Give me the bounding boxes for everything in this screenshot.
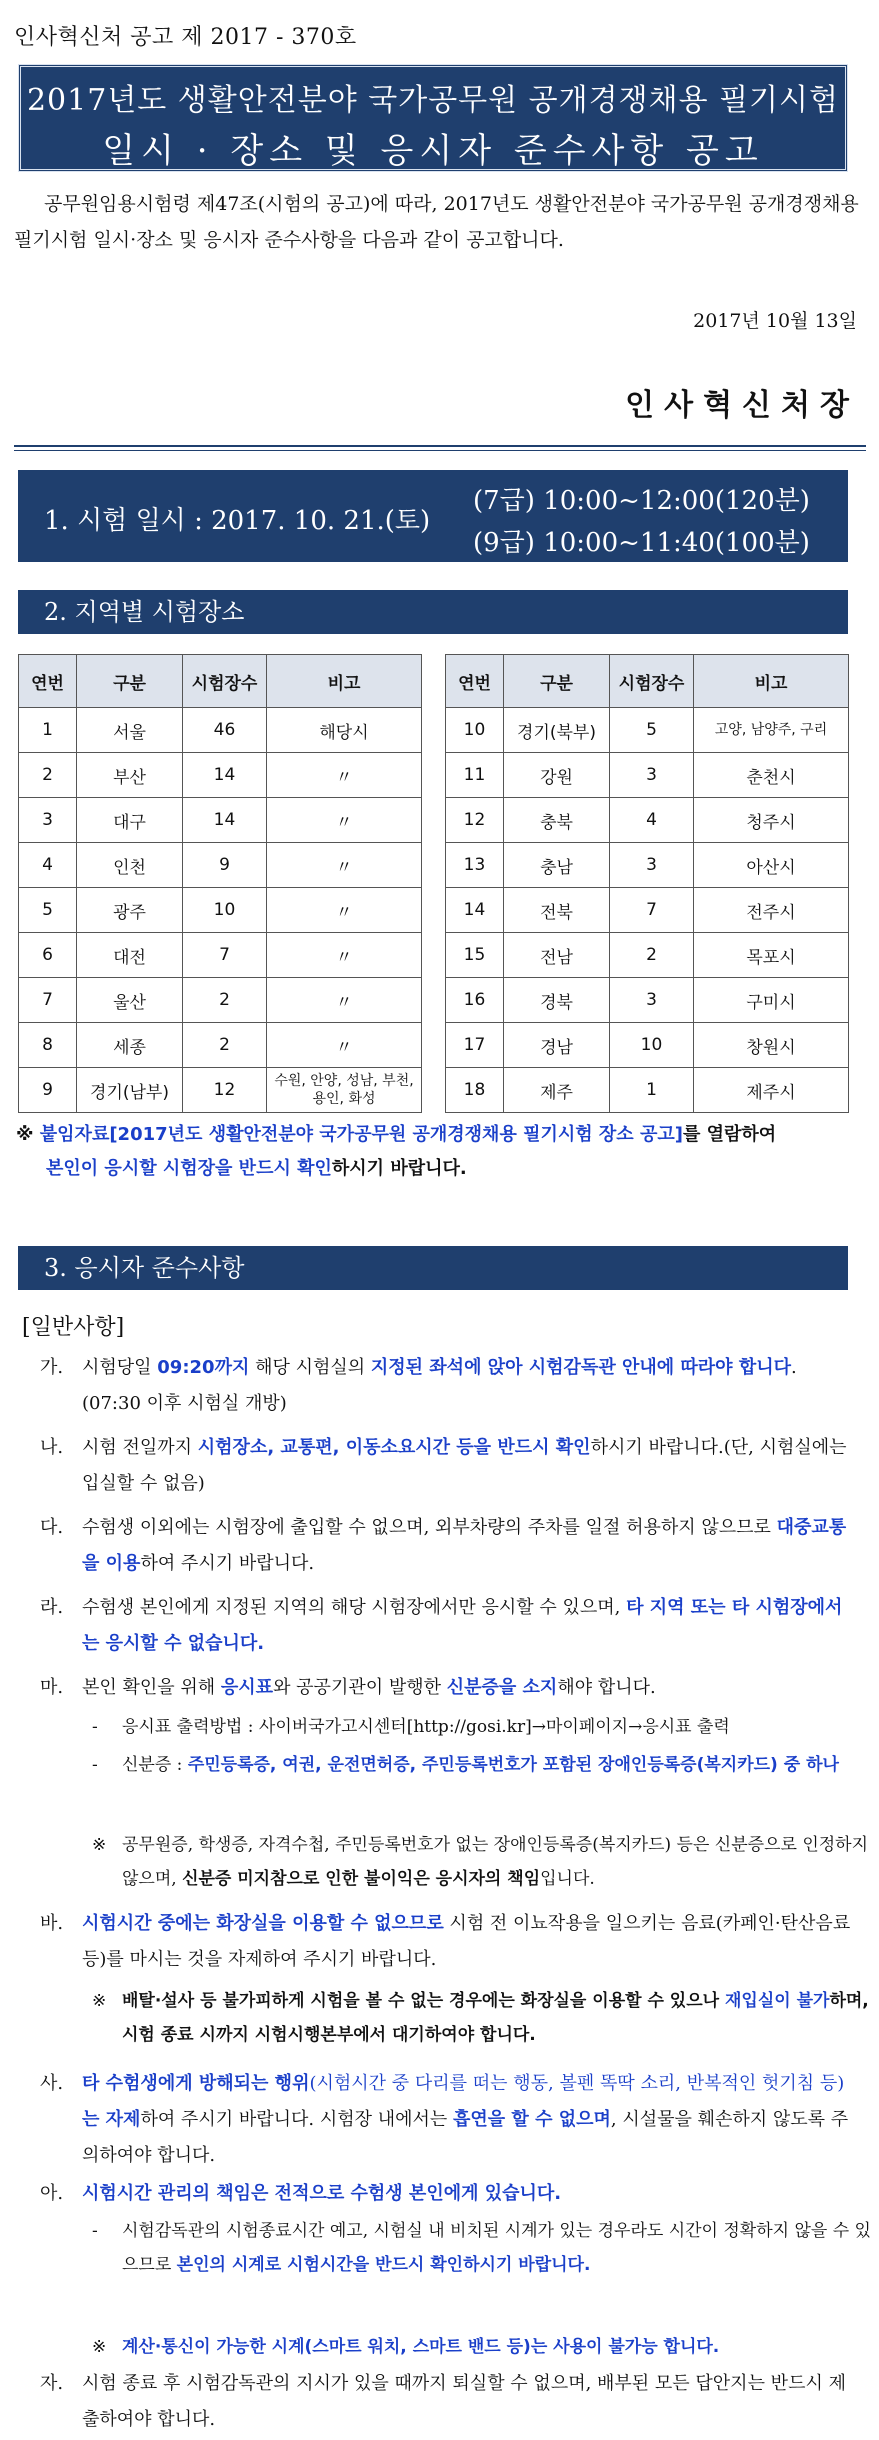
cell-no: 2 bbox=[19, 753, 77, 798]
venue-notice bbox=[16, 1118, 866, 1186]
table-row bbox=[446, 753, 849, 798]
cell-no: 5 bbox=[19, 888, 77, 933]
rule-da bbox=[40, 1510, 855, 1582]
note-mark: ※ bbox=[16, 1124, 34, 1145]
rule-ja bbox=[40, 2366, 855, 2438]
rule-emphasis: 신분증을 소지 bbox=[446, 1677, 558, 1698]
rule-ma-sub-1 bbox=[92, 1710, 872, 1744]
rule-ra bbox=[40, 1590, 855, 1662]
rule-emphasis: 09:20까지 bbox=[157, 1357, 250, 1378]
cell-no: 12 bbox=[446, 798, 504, 843]
rule-text: (시험시간 중 다리를 떠는 행동, 볼펜 똑딱 소리, 반복적인 헛기침 등) bbox=[309, 2073, 845, 2094]
cell-region: 인천 bbox=[77, 843, 183, 888]
table-row bbox=[446, 978, 849, 1023]
cell-note: 춘천시 bbox=[694, 753, 849, 798]
rule-marker: 바. bbox=[40, 1913, 64, 1934]
rule-emphasis: 대중교통을 이용 bbox=[82, 1517, 847, 1574]
cell-region: 세종 bbox=[77, 1023, 183, 1068]
cell-note: 고양, 남양주, 구리 bbox=[694, 708, 849, 753]
table-row bbox=[19, 708, 422, 753]
table-row bbox=[446, 843, 849, 888]
table-row bbox=[446, 798, 849, 843]
rule-emphasis: 지정된 좌석에 앉아 시험감독관 안내에 따라야 합니다 bbox=[370, 1357, 791, 1378]
cell-region: 전북 bbox=[504, 888, 610, 933]
note-emphasis: 신분증 미지참으로 인한 불이익은 응시자의 책임 bbox=[182, 1869, 541, 1889]
cell-count: 2 bbox=[183, 1023, 267, 1068]
sub-emphasis: 주민등록증, 여권, 운전면허증, 주민등록번호가 포함된 장애인등록증(복지카드) 중 하나 bbox=[187, 1755, 839, 1775]
cell-note: 수원, 안양, 성남, 부천, 용인, 화성 bbox=[267, 1068, 422, 1113]
note-mark: ※ bbox=[92, 2337, 107, 2357]
sub-text: 신분증 : bbox=[122, 1755, 188, 1775]
note-emphasis: 본인이 응시할 시험장을 반드시 확인 bbox=[46, 1158, 332, 1179]
cell-no: 17 bbox=[446, 1023, 504, 1068]
rule-emphasis: 타 수험생에게 방해되는 행위 bbox=[82, 2073, 310, 2094]
table-row bbox=[19, 843, 422, 888]
cell-no: 4 bbox=[19, 843, 77, 888]
rule-text: 본인 확인을 위해 bbox=[82, 1677, 221, 1698]
rule-marker: 자. bbox=[40, 2373, 64, 2394]
col-header-count: 시험장수 bbox=[183, 655, 267, 708]
rule-text: .(07:30 이후 시험실 개방) bbox=[82, 1357, 797, 1414]
table-row bbox=[19, 888, 422, 933]
section-3-header: 3. 응시자 준수사항 bbox=[18, 1246, 848, 1290]
cell-count: 2 bbox=[610, 933, 694, 978]
rule-marker: 나. bbox=[40, 1437, 64, 1458]
cell-region: 부산 bbox=[77, 753, 183, 798]
table-row bbox=[446, 1068, 849, 1113]
col-header-note: 비고 bbox=[267, 655, 422, 708]
cell-region: 광주 bbox=[77, 888, 183, 933]
cell-region: 울산 bbox=[77, 978, 183, 1023]
schedule-grade-7: (7급) 10:00~12:00(120분) bbox=[473, 486, 810, 516]
sub-emphasis: 본인의 시계로 시험시간을 반드시 확인하시기 바랍니다. bbox=[176, 2255, 591, 2275]
cell-count: 1 bbox=[610, 1068, 694, 1113]
col-header-region: 구분 bbox=[77, 655, 183, 708]
cell-region: 경북 bbox=[504, 978, 610, 1023]
venue-table-right bbox=[445, 654, 849, 1113]
cell-no: 7 bbox=[19, 978, 77, 1023]
cell-note: 제주시 bbox=[694, 1068, 849, 1113]
sub-marker: - bbox=[92, 2221, 98, 2241]
cell-note: 〃 bbox=[267, 1023, 422, 1068]
cell-note: 전주시 bbox=[694, 888, 849, 933]
rule-marker: 다. bbox=[40, 1517, 64, 1538]
note-text: 공무원증, 학생증, 자격수첩, 주민등록번호가 없는 장애인등록증(복지카드) 등은 신분증으로 인정하지 않으며, bbox=[122, 1835, 869, 1889]
rule-marker: 아. bbox=[40, 2183, 64, 2204]
cell-count: 10 bbox=[183, 888, 267, 933]
note-text: 입니다. bbox=[540, 1869, 595, 1889]
rule-marker: 라. bbox=[40, 1597, 64, 1618]
note-emphasis: 계산·통신이 가능한 시계(스마트 워치, 스마트 밴드 등)는 사용이 불가능 합니다. bbox=[122, 2337, 720, 2357]
rule-emphasis: 는 bbox=[82, 2109, 106, 2130]
cell-count: 5 bbox=[610, 708, 694, 753]
sub-marker: - bbox=[92, 1717, 98, 1737]
cell-region: 제주 bbox=[504, 1068, 610, 1113]
note-text: 하시기 바랍니다. bbox=[331, 1158, 467, 1179]
table-row bbox=[19, 798, 422, 843]
cell-no: 11 bbox=[446, 753, 504, 798]
note-attachment: 붙임자료[2017년도 생활안전분야 국가공무원 공개경쟁채용 필기시험 장소 공고] bbox=[39, 1124, 683, 1145]
cell-region: 경남 bbox=[504, 1023, 610, 1068]
rule-emphasis: 타 지역 또는 타 시험장에서는 응시할 수 없습니다. bbox=[82, 1597, 843, 1654]
col-header-region: 구분 bbox=[504, 655, 610, 708]
cell-count: 9 bbox=[183, 843, 267, 888]
title-line-2: 일시 · 장소 및 응시자 준수사항 공고 bbox=[102, 131, 764, 171]
cell-region: 경기(남부) bbox=[77, 1068, 183, 1113]
cell-note: 청주시 bbox=[694, 798, 849, 843]
cell-count: 3 bbox=[610, 978, 694, 1023]
section-1-exam-schedule bbox=[18, 470, 848, 562]
rule-text: 시험 전 이뇨작용을 일으키는 음료(카페인·탄산음료 등)를 마시는 것을 자제하여 주시기 바랍니다. bbox=[82, 1913, 851, 1970]
rule-emphasis: 응시표 bbox=[220, 1677, 274, 1698]
cell-note: 아산시 bbox=[694, 843, 849, 888]
rule-text: 시험 종료 후 시험감독관의 지시가 있을 때까지 퇴실할 수 없으며, 배부된 모든 답안지는 반드시 제출하여야 합니다. bbox=[82, 2373, 846, 2430]
note-text: 배탈·설사 등 불가피하게 시험을 볼 수 없는 경우에는 화장실을 이용할 수 있으나 bbox=[122, 1991, 725, 2011]
cell-region: 경기(북부) bbox=[504, 708, 610, 753]
cell-no: 8 bbox=[19, 1023, 77, 1068]
table-row bbox=[19, 1023, 422, 1068]
cell-note: 〃 bbox=[267, 933, 422, 978]
schedule-grade-9: (9급) 10:00~11:40(100분) bbox=[473, 528, 810, 558]
cell-no: 3 bbox=[19, 798, 77, 843]
rule-emphasis: 시험장소, 교통편, 이동소요시간 등을 반드시 확인 bbox=[197, 1437, 591, 1458]
table-row bbox=[19, 1068, 422, 1113]
cell-no: 14 bbox=[446, 888, 504, 933]
cell-count: 2 bbox=[183, 978, 267, 1023]
sub-text: 시험감독관의 시험종료시간 예고, 시험실 내 비치된 시계가 있는 경우라도 시간이 정확하지 않을 수 있으므로 bbox=[122, 2221, 871, 2275]
rule-emphasis: 시험시간 관리의 책임은 전적으로 수험생 본인에게 있습니다. bbox=[82, 2183, 562, 2204]
table-row bbox=[446, 1023, 849, 1068]
rule-text: 하여 주시기 바랍니다. 시험장 내에서는 bbox=[140, 2109, 453, 2130]
cell-region: 전남 bbox=[504, 933, 610, 978]
cell-note: 목포시 bbox=[694, 933, 849, 978]
cell-no: 16 bbox=[446, 978, 504, 1023]
cell-region: 충남 bbox=[504, 843, 610, 888]
rule-marker: 가. bbox=[40, 1357, 64, 1378]
cell-no: 13 bbox=[446, 843, 504, 888]
sub-text: 응시표 출력방법 : 사이버국가고시센터[http://gosi.kr]→마이페이지→응시표 출력 bbox=[122, 1717, 730, 1737]
col-header-count: 시험장수 bbox=[610, 655, 694, 708]
sub-marker: - bbox=[92, 1755, 98, 1775]
divider bbox=[14, 445, 866, 451]
cell-no: 1 bbox=[19, 708, 77, 753]
venue-table-left bbox=[18, 654, 422, 1113]
cell-no: 9 bbox=[19, 1068, 77, 1113]
rule-text: 해야 합니다. bbox=[557, 1677, 656, 1698]
rule-marker: 마. bbox=[40, 1677, 64, 1698]
cell-count: 14 bbox=[183, 753, 267, 798]
rule-ma-sub-2 bbox=[92, 1748, 872, 1782]
section-1-label: 1. 시험 일시 : 2017. 10. 21.(토) bbox=[44, 506, 431, 536]
cell-count: 3 bbox=[610, 843, 694, 888]
cell-count: 7 bbox=[183, 933, 267, 978]
cell-count: 46 bbox=[183, 708, 267, 753]
note-emphasis: 재입실이 불가 bbox=[724, 1991, 830, 2011]
cell-note: 〃 bbox=[267, 843, 422, 888]
rule-emphasis: 자제 bbox=[105, 2109, 141, 2130]
col-header-no: 연번 bbox=[446, 655, 504, 708]
cell-count: 12 bbox=[183, 1068, 267, 1113]
cell-count: 7 bbox=[610, 888, 694, 933]
table-row bbox=[446, 888, 849, 933]
cell-count: 10 bbox=[610, 1023, 694, 1068]
cell-region: 대전 bbox=[77, 933, 183, 978]
cell-note: 〃 bbox=[267, 888, 422, 933]
notice-number: 인사혁신처 공고 제 2017 - 370호 bbox=[14, 25, 357, 50]
rule-text: 수험생 이외에는 시험장에 출입할 수 없으며, 외부차량의 주차를 일절 허용하지 않으므로 bbox=[82, 1517, 777, 1538]
rule-a-sub-1 bbox=[92, 2214, 872, 2282]
col-header-no: 연번 bbox=[19, 655, 77, 708]
rule-emphasis: 시험시간 중에는 화장실을 이용할 수 없으므로 bbox=[82, 1913, 444, 1934]
col-header-note: 비고 bbox=[694, 655, 849, 708]
table-row bbox=[19, 933, 422, 978]
rule-text: 시험 전일까지 bbox=[82, 1437, 198, 1458]
issuer-name: 인사혁신처장 bbox=[625, 388, 859, 423]
rule-a bbox=[40, 2176, 855, 2212]
rule-a-note bbox=[92, 2330, 872, 2364]
rule-text: 수험생 본인에게 지정된 지역의 해당 시험장에서만 응시할 수 있으며, bbox=[82, 1597, 627, 1618]
rule-sa bbox=[40, 2066, 855, 2174]
table-row bbox=[446, 933, 849, 978]
cell-note: 〃 bbox=[267, 753, 422, 798]
cell-count: 4 bbox=[610, 798, 694, 843]
table-row bbox=[446, 708, 849, 753]
rule-text: 와 공공기관이 발행한 bbox=[273, 1677, 447, 1698]
cell-no: 15 bbox=[446, 933, 504, 978]
note-text: 하며, 시험 종료 시까지 시험시행본부에서 대기하여야 합니다. bbox=[122, 1991, 869, 2045]
cell-no: 6 bbox=[19, 933, 77, 978]
rule-ba-note bbox=[92, 1984, 872, 2052]
cell-region: 서울 bbox=[77, 708, 183, 753]
rule-ga bbox=[40, 1350, 855, 1422]
rule-text: 하여 주시기 바랍니다. bbox=[140, 1553, 315, 1574]
general-rules-subhead: [일반사항] bbox=[22, 1315, 125, 1340]
table-row bbox=[19, 978, 422, 1023]
cell-note: 〃 bbox=[267, 798, 422, 843]
cell-note: 창원시 bbox=[694, 1023, 849, 1068]
rule-na bbox=[40, 1430, 855, 1502]
cell-note: 구미시 bbox=[694, 978, 849, 1023]
cell-note: 해당시 bbox=[267, 708, 422, 753]
rule-emphasis: 흡연을 할 수 없으며 bbox=[452, 2109, 611, 2130]
note-text: 를 열람하여 bbox=[682, 1124, 777, 1145]
cell-no: 10 bbox=[446, 708, 504, 753]
cell-count: 14 bbox=[183, 798, 267, 843]
cell-count: 3 bbox=[610, 753, 694, 798]
section-2-header: 2. 지역별 시험장소 bbox=[18, 590, 848, 634]
note-mark: ※ bbox=[92, 1835, 107, 1855]
intro-paragraph: 공무원임용시험령 제47조(시험의 공고)에 따라, 2017년도 생활안전분야 국가공무원 공개경쟁채용 필기시험 일시·장소 및 응시자 준수사항을 다음과 같이 공고합니다. bbox=[14, 193, 859, 251]
table-row bbox=[19, 753, 422, 798]
rule-text: 하시기 바랍니다.(단, 시험실에는 입실할 수 없음) bbox=[82, 1437, 847, 1494]
rule-text: 해당 시험실의 bbox=[249, 1357, 371, 1378]
cell-note: 〃 bbox=[267, 978, 422, 1023]
cell-no: 18 bbox=[446, 1068, 504, 1113]
cell-region: 대구 bbox=[77, 798, 183, 843]
rule-ba bbox=[40, 1906, 855, 1978]
rule-ma-note bbox=[92, 1828, 872, 1896]
rule-text: , 시설물을 훼손하지 않도록 주의하여야 합니다. bbox=[82, 2109, 849, 2166]
cell-region: 강원 bbox=[504, 753, 610, 798]
rule-text: 시험당일 bbox=[82, 1357, 158, 1378]
title-line-1: 2017년도 생활안전분야 국가공무원 공개경쟁채용 필기시험 bbox=[26, 83, 840, 118]
title-banner bbox=[18, 64, 848, 172]
announcement-date: 2017년 10월 13일 bbox=[693, 310, 857, 332]
rule-marker: 사. bbox=[40, 2073, 64, 2094]
cell-region: 충북 bbox=[504, 798, 610, 843]
rule-ma bbox=[40, 1670, 855, 1706]
note-mark: ※ bbox=[92, 1991, 107, 2011]
